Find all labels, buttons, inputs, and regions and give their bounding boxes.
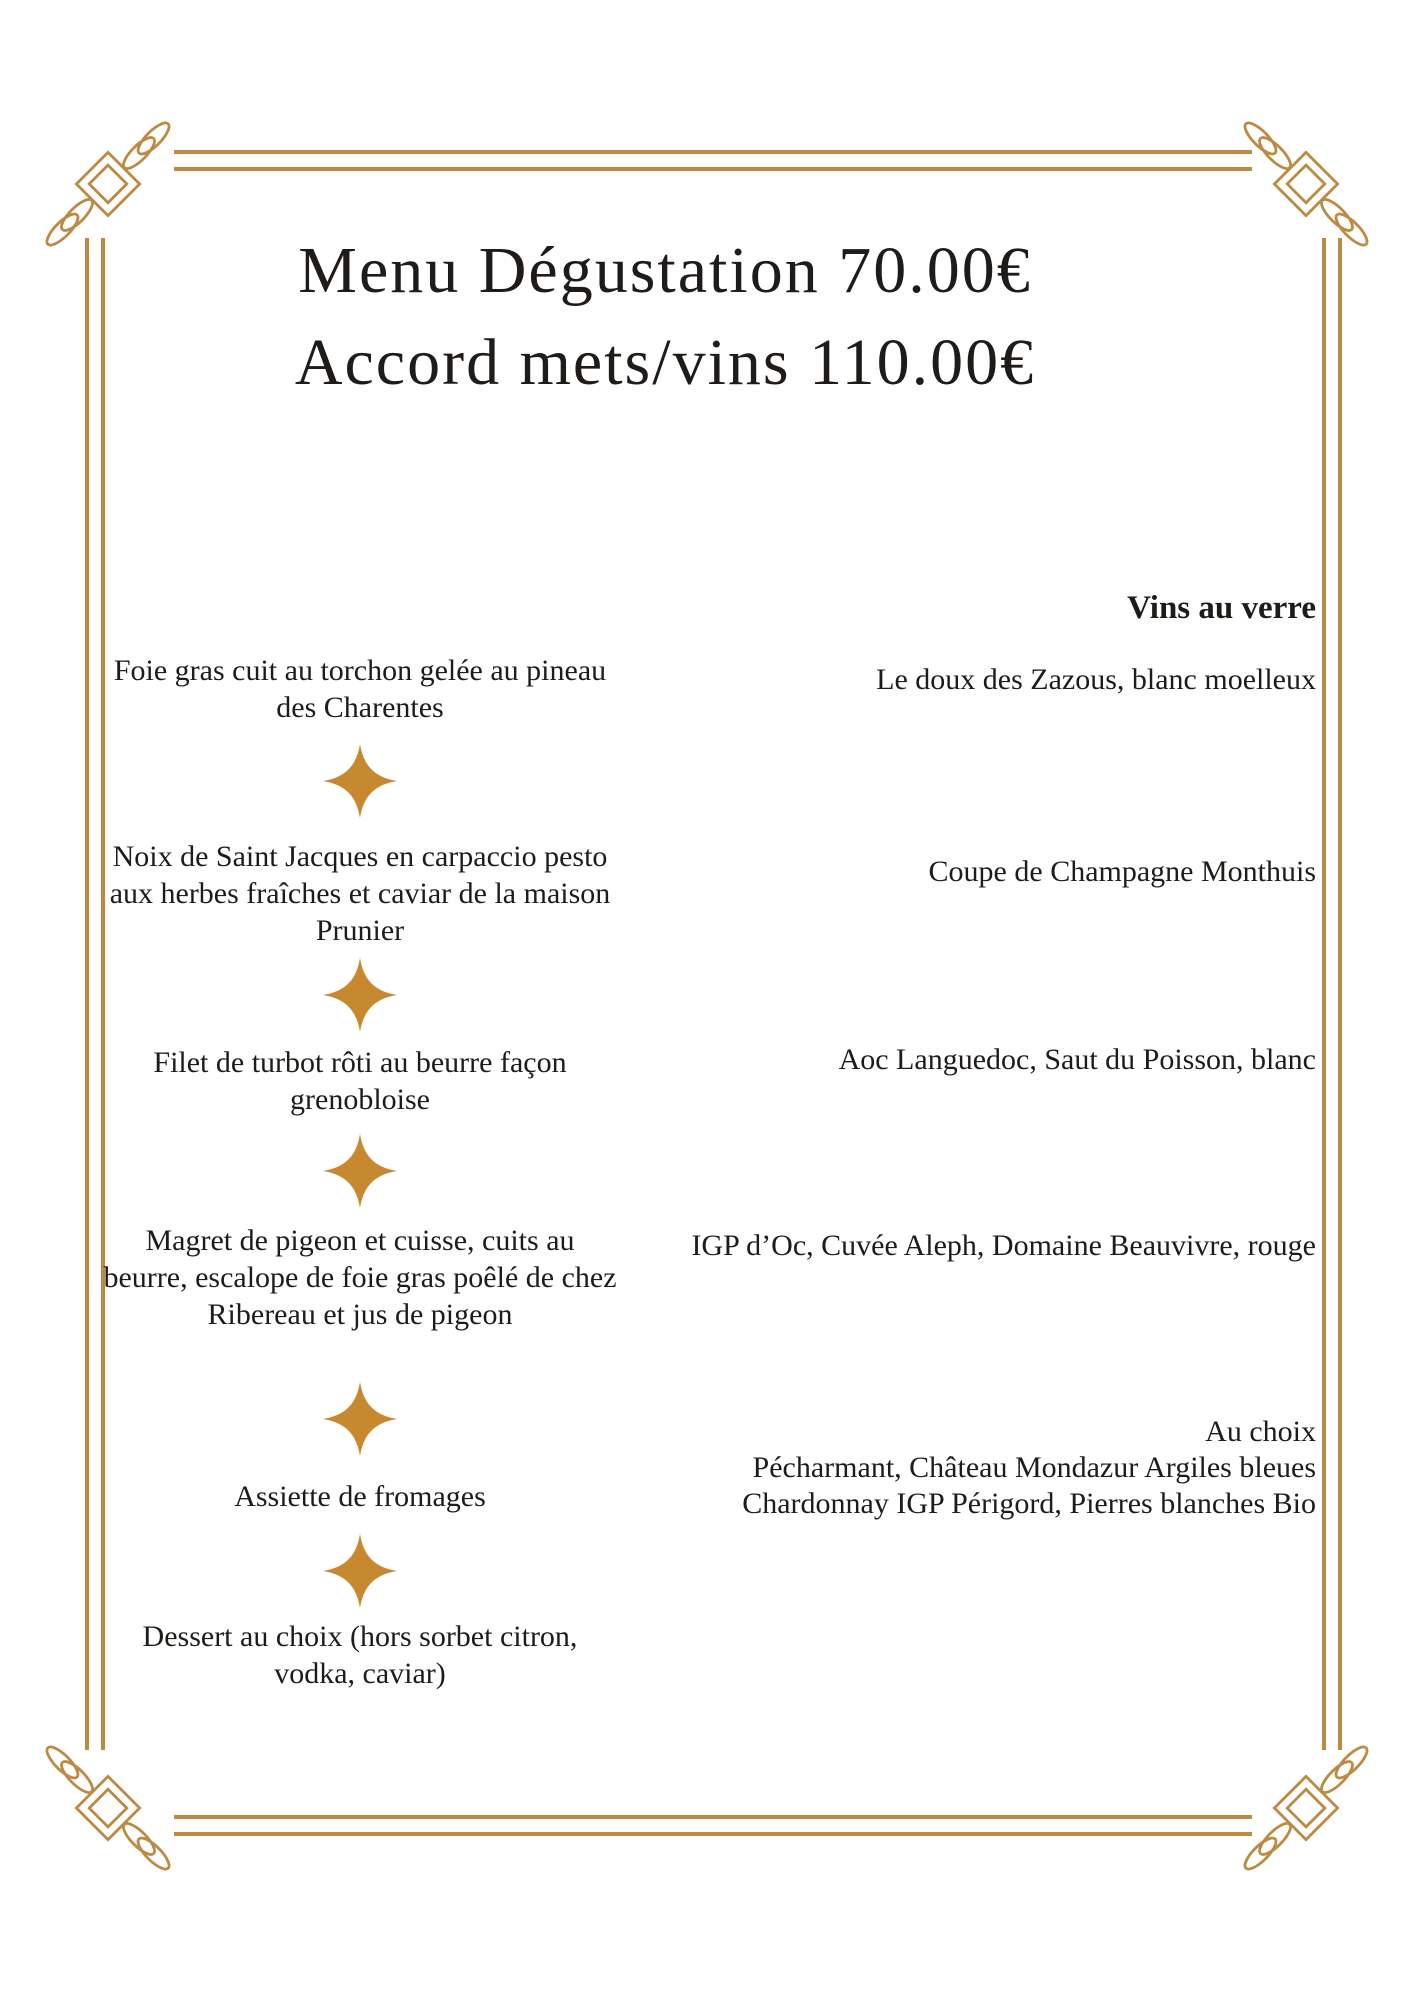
- corner-ornament-bottom-left-icon: [23, 1723, 193, 1893]
- star-separator-icon: [323, 744, 397, 818]
- course-item-turbot: Filet de turbot rôti au beurre façon grenobloise: [153, 1046, 567, 1116]
- wine-item-zazous: Le doux des Zazous, blanc moelleux: [876, 663, 1316, 696]
- wine-choice-option-1: Pécharmant, Château Mondazur Argiles bleues: [752, 1451, 1316, 1484]
- menu-title-line-1: Menu Dégustation 70.00€: [298, 234, 1032, 307]
- course-item-foie-gras: Foie gras cuit au torchon gelée au pineau des Charentes: [113, 654, 607, 724]
- course-item-dessert: Dessert au choix (hors sorbet citron, vodka, caviar): [142, 1620, 578, 1690]
- star-separator-icon: [323, 1134, 397, 1208]
- wine-choice-block: [520, 1414, 1316, 1522]
- course-item-fromages: Assiette de fromages: [234, 1480, 486, 1513]
- course-item-saint-jacques: Noix de Saint Jacques en carpaccio pesto aux herbes fraîches et caviar de la maison Prunier: [109, 840, 611, 947]
- wine-choice-label: Au choix: [1205, 1415, 1316, 1448]
- menu-title: [60, 225, 1270, 409]
- border-line-left-inner: [101, 238, 105, 1750]
- border-line-left-outer: [85, 238, 89, 1750]
- border-line-right-inner: [1322, 238, 1326, 1750]
- wine-item-champagne: Coupe de Champagne Monthuis: [928, 855, 1316, 888]
- corner-ornament-bottom-right-icon: [1221, 1723, 1391, 1893]
- border-line-top-inner: [174, 167, 1252, 171]
- wines-heading: Vins au verre: [1127, 590, 1316, 626]
- border-line-top-outer: [174, 150, 1252, 154]
- menu-title-line-2: Accord mets/vins 110.00€: [294, 326, 1036, 399]
- star-separator-icon: [323, 1534, 397, 1608]
- wine-choice-option-2: Chardonnay IGP Périgord, Pierres blanches Bio: [742, 1487, 1316, 1520]
- wine-item-languedoc: Aoc Languedoc, Saut du Poisson, blanc: [838, 1043, 1316, 1076]
- border-line-bottom-inner: [174, 1815, 1252, 1819]
- course-item-pigeon: Magret de pigeon et cuisse, cuits au beurre, escalope de foie gras poêlé de chez Ribereau et jus de pigeon: [103, 1224, 617, 1331]
- wine-item-igp-doc: IGP d’Oc, Cuvée Aleph, Domaine Beauvivre, rouge: [691, 1229, 1316, 1262]
- star-separator-icon: [323, 1382, 397, 1456]
- border-line-right-outer: [1338, 238, 1342, 1750]
- border-line-bottom-outer: [174, 1832, 1252, 1836]
- star-separator-icon: [323, 958, 397, 1032]
